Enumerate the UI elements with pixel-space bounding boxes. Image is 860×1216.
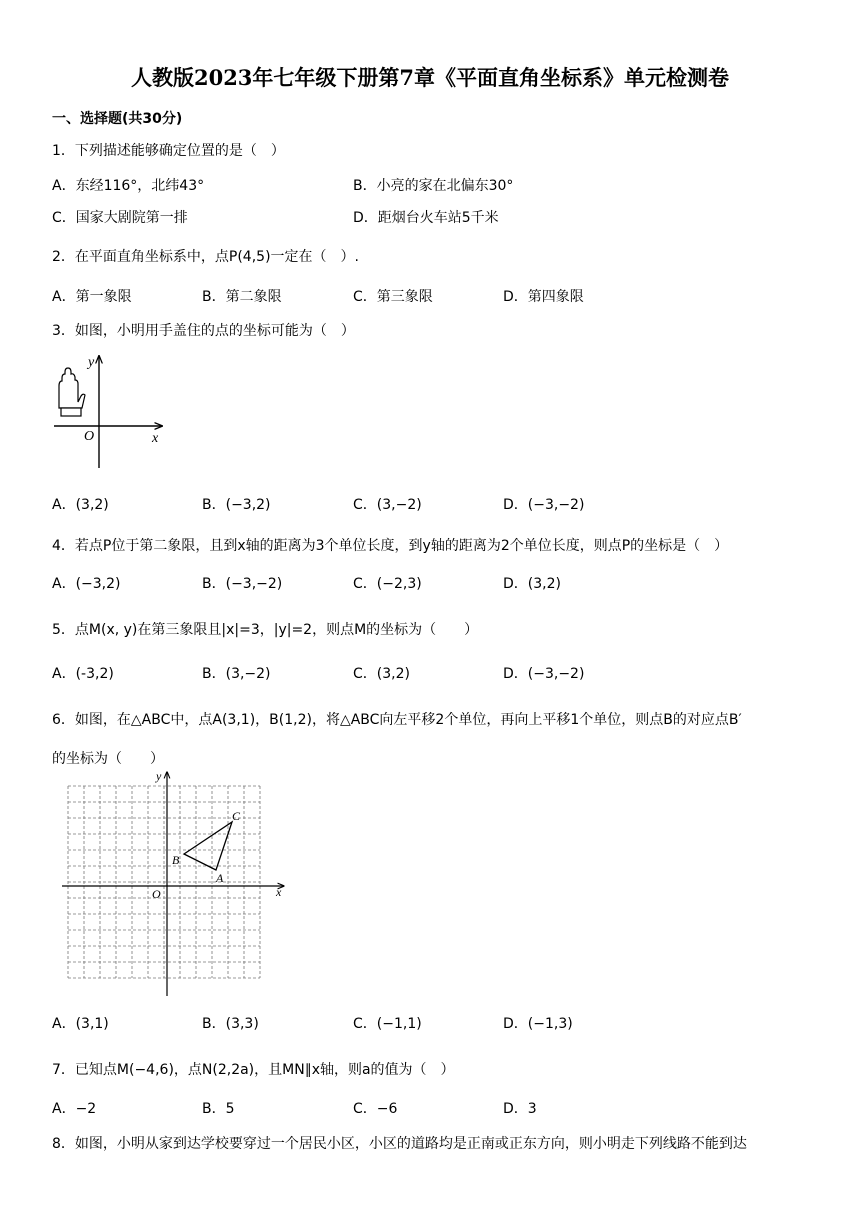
question-3-option-d[interactable]: D．(−3,−2) [503,497,585,513]
question-4-stem: 4．若点P位于第二象限，且到x轴的距离为3个单位长度，到y轴的距离为2个单位长度，则点P的坐标是（ ） [52,538,729,554]
question-7-stem: 7．已知点M(−4,6)，点N(2,2a)，且MN∥x轴，则a的值为（ ） [52,1062,455,1078]
question-6-option-d[interactable]: D．(−1,3) [503,1016,573,1032]
question-7-option-b[interactable]: B．5 [202,1101,235,1117]
question-8-stem: 8．如图，小明从家到达学校要穿过一个居民小区，小区的道路均是正南或正东方向，则小明走下列线路不能到达 [52,1136,747,1152]
question-3-option-b[interactable]: B．(−3,2) [202,497,271,513]
y-axis-label: y [88,355,95,370]
question-3-figure [50,350,170,470]
question-2-option-d[interactable]: D．第四象限 [503,289,584,305]
point-c-label: C [232,809,241,823]
question-7-option-c[interactable]: C．−6 [353,1101,398,1117]
question-6-option-b[interactable]: B．(3,3) [202,1016,259,1032]
question-1-option-c[interactable]: C．国家大剧院第一排 [52,210,188,226]
question-5-option-a[interactable]: A．(-3,2) [52,666,114,682]
question-7-option-a[interactable]: A．−2 [52,1101,97,1117]
question-7-option-d[interactable]: D．3 [503,1101,537,1117]
question-1-option-d[interactable]: D．距烟台火车站5千米 [353,210,499,226]
point-b-label: B [172,853,180,867]
question-5-option-c[interactable]: C．(3,2) [353,666,410,682]
question-3-option-c[interactable]: C．(3,−2) [353,497,422,513]
question-6-stem-continued: 的坐标为（ ） [52,751,164,767]
question-4-option-a[interactable]: A．(−3,2) [52,576,121,592]
question-4-option-d[interactable]: D．(3,2) [503,576,561,592]
question-6-stem: 6．如图，在△ABC中，点A(3,1)，B(1,2)，将△ABC向左平移2个单位，再向上平移1个单位，则点B的对应点B′ [52,712,742,728]
y-axis-label: y [156,769,162,783]
question-2-option-a[interactable]: A．第一象限 [52,289,132,305]
question-1-option-a[interactable]: A．东经116°，北纬43° [52,178,205,194]
question-2-stem: 2．在平面直角坐标系中，点P(4,5)一定在（ ）. [52,249,359,265]
question-6-option-a[interactable]: A．(3,1) [52,1016,109,1032]
origin-label: O [152,887,161,901]
question-5-option-b[interactable]: B．(3,−2) [202,666,271,682]
triangle-abc [184,822,232,870]
question-4-option-b[interactable]: B．(−3,−2) [202,576,283,592]
question-6-figure [62,768,294,1000]
page-title: 人教版2023年七年级下册第7章《平面直角坐标系》单元检测卷 [130,65,730,90]
x-axis-label: x [152,431,159,446]
question-1-stem: 1．下列描述能够确定位置的是（ ） [52,143,285,159]
question-3-option-a[interactable]: A．(3,2) [52,497,109,513]
origin-label: O [84,429,95,444]
question-3-stem: 3．如图，小明用手盖住的点的坐标可能为（ ） [52,323,355,339]
hand-icon [59,368,85,416]
question-5-option-d[interactable]: D．(−3,−2) [503,666,585,682]
question-2-option-b[interactable]: B．第二象限 [202,289,282,305]
question-4-option-c[interactable]: C．(−2,3) [353,576,422,592]
question-2-option-c[interactable]: C．第三象限 [353,289,433,305]
question-1-option-b[interactable]: B．小亮的家在北偏东30° [353,178,514,194]
question-6-option-c[interactable]: C．(−1,1) [353,1016,422,1032]
section-heading: 一、选择题(共30分) [52,111,183,127]
question-5-stem: 5．点M(x, y)在第三象限且|x|=3，|y|=2，则点M的坐标为（ ） [52,622,479,638]
x-axis-label: x [276,885,282,899]
point-a-label: A [216,871,224,885]
